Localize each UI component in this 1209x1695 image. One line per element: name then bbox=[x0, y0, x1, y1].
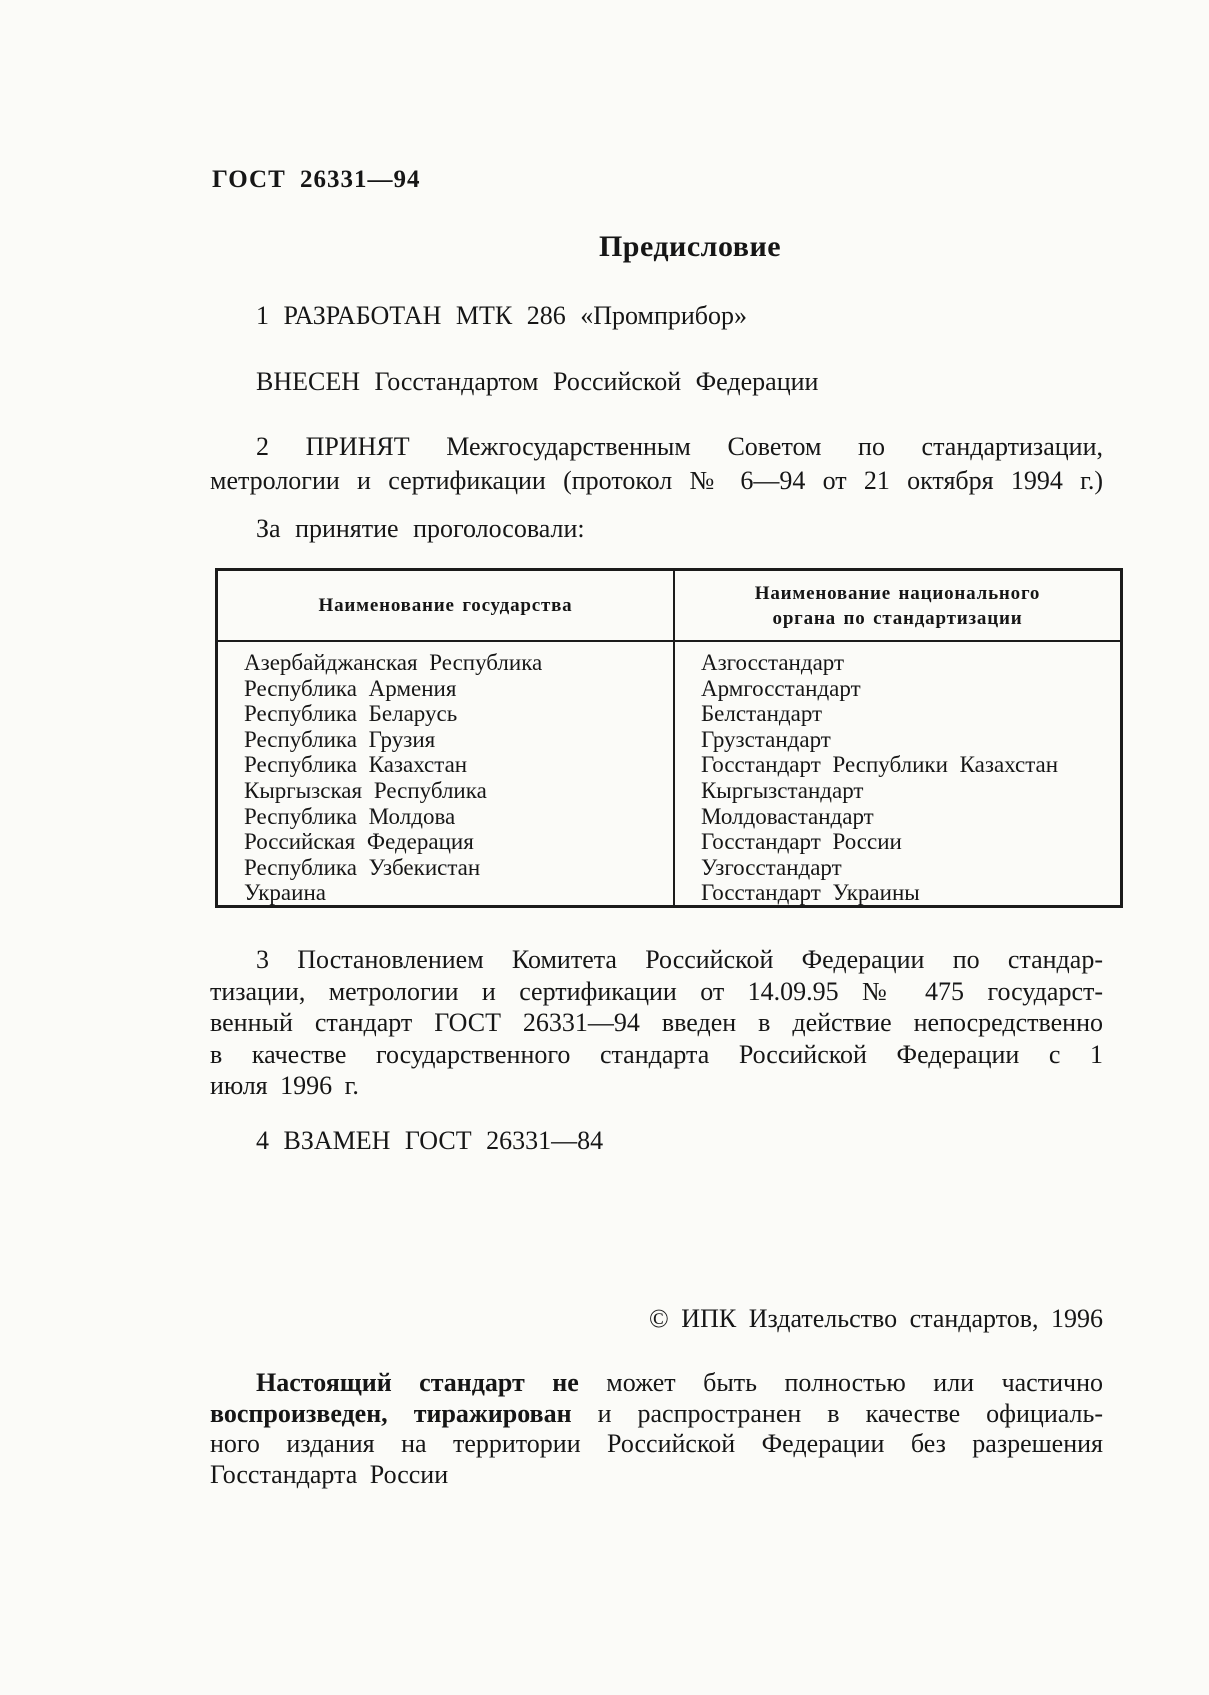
notice-line-2-bold: воспроизведен, тиражирован bbox=[210, 1398, 572, 1428]
agency-cell: Госстандарт Республики Казахстан bbox=[700, 752, 1059, 778]
vote-table-header-agency: Наименование национального органа по стандартизации bbox=[754, 582, 1041, 629]
country-cell: Республика Казахстан bbox=[244, 752, 468, 778]
country-cell: Республика Грузия bbox=[244, 726, 436, 752]
clause-developed: 1 РАЗРАБОТАН МТК 286 «Промприбор» bbox=[256, 301, 747, 330]
clause-decree bbox=[210, 944, 1103, 1102]
vote-table-body bbox=[218, 642, 1120, 906]
country-cell: Украина bbox=[244, 880, 326, 906]
clause-decree-line-2: тизации, метрологии и сертификации от 14.09.95 № 475 государст- bbox=[210, 976, 1103, 1006]
agency-cell: Азгосстандарт bbox=[700, 650, 845, 675]
agency-cell: Узгосстандарт bbox=[700, 854, 842, 880]
notice-line-3: ного издания на территории Российской Федерации без разрешения bbox=[210, 1429, 1103, 1458]
clause-decree-line-1: 3 Постановлением Комитета Российской Федерации по стандар- bbox=[256, 945, 1103, 974]
agency-cell: Госстандарт России bbox=[700, 829, 902, 855]
clause-submitted: ВНЕСЕН Госстандартом Российской Федерации bbox=[256, 367, 819, 396]
agency-cell: Молдовастандарт bbox=[700, 803, 874, 829]
country-cell: Российская Федерация bbox=[244, 829, 474, 855]
agency-cell: Госстандарт Украины bbox=[700, 880, 920, 906]
notice-line-4: Госстандарта России bbox=[210, 1459, 449, 1489]
clause-adopted bbox=[210, 430, 1103, 498]
notice-line-2-rest: и распространен в качестве официаль- bbox=[571, 1398, 1104, 1428]
clause-adopted-line-1: 2 ПРИНЯТ Межгосударственным Советом по стандартизации, bbox=[256, 432, 1103, 461]
notice-line-2 bbox=[210, 1399, 1103, 1430]
agency-cell: Грузстандарт bbox=[700, 726, 831, 752]
vote-table-country-column bbox=[218, 642, 675, 906]
clause-decree-line-5: июля 1996 г. bbox=[210, 1071, 359, 1100]
agency-cell: Армгосстандарт bbox=[700, 675, 861, 701]
country-cell: Азербайджанская Республика bbox=[244, 650, 543, 675]
clause-replaces: 4 ВЗАМЕН ГОСТ 26331—84 bbox=[256, 1126, 604, 1155]
notice-line-1-bold: Настоящий стандарт не bbox=[256, 1368, 579, 1397]
doc-number: ГОСТ 26331—94 bbox=[212, 166, 421, 193]
agency-cell: Кыргызстандарт bbox=[700, 777, 864, 803]
country-cell: Республика Узбекистан bbox=[244, 854, 481, 880]
clause-adopted-line-2: метрологии и сертификации (протокол № 6—94 от 21 октября 1994 г.) bbox=[210, 466, 1103, 495]
clause-decree-line-4: в качестве государственного стандарта Российской Федерации с 1 bbox=[210, 1039, 1103, 1069]
vote-table-agency-column bbox=[675, 642, 1120, 906]
vote-table-header-row bbox=[218, 571, 1120, 642]
copyright-line: © ИПК Издательство стандартов, 1996 bbox=[649, 1304, 1103, 1333]
country-cell: Республика Молдова bbox=[244, 803, 456, 829]
notice-line-1-rest: может быть полностью или частично bbox=[578, 1368, 1103, 1397]
clause-decree-line-3: венный стандарт ГОСТ 26331—94 введен в действие непосредственно bbox=[210, 1008, 1103, 1037]
country-cell: Республика Беларусь bbox=[244, 701, 458, 727]
vote-intro: За принятие проголосовали: bbox=[256, 514, 585, 543]
agency-cell: Белстандарт bbox=[700, 701, 823, 727]
vote-table-header-country: Наименование государства bbox=[218, 571, 675, 640]
page-title: Предисловие bbox=[598, 230, 782, 263]
reproduction-notice bbox=[210, 1368, 1103, 1490]
notice-line-1 bbox=[210, 1368, 1103, 1399]
country-cell: Республика Армения bbox=[244, 675, 457, 701]
vote-table bbox=[215, 568, 1123, 908]
country-cell: Кыргызская Республика bbox=[244, 777, 487, 803]
